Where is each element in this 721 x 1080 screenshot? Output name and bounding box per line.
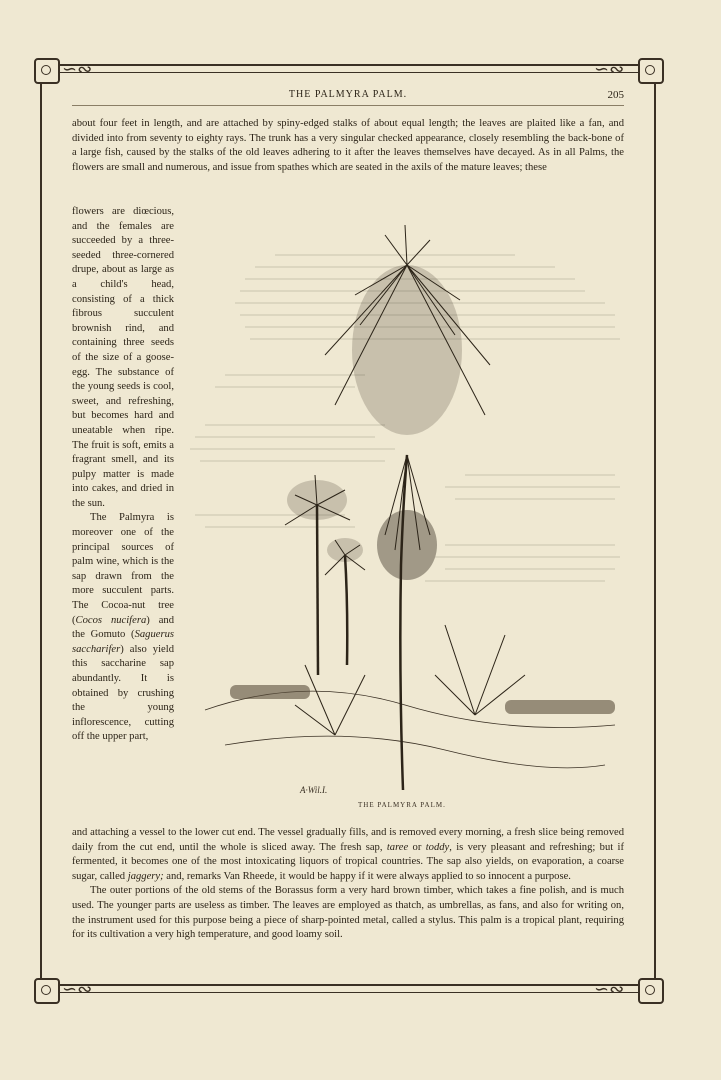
narrow-paragraph-2	[72, 511, 174, 745]
flourish-ornament: ∽∾	[594, 59, 625, 79]
paragraph-bottom	[72, 826, 624, 943]
text-run: and attaching a vessel to the lower cut end. The vessel gradually fills, and is removed every morning, a fresh slice being removed daily from the cut end, until the whole is sliced away. The fresh sap,	[72, 827, 624, 853]
text-run: ) also yield this saccharine sap abundantly. It is obtained by crushing the young inflorescence, cutting off the upper part,	[72, 643, 174, 743]
text-run: ) and the Gomuto (	[72, 614, 174, 641]
corner-ornament-top-right	[638, 58, 664, 84]
paragraph-top: about four feet in length, and are attached by spiny-edged stalks of about equal length; the leaves are plaited like a fan, and divided into from seventy to eighty rays. The trunk has a very singular checked appearance, closely resembling the back-bone of a large fish, caused by the stalks of the old leaves adhering to it after the leaves themselves have decayed. As in all Palms, the flowers are small and numerous, and issue from spathes which are seated in the axils of the mature leaves; these	[72, 118, 624, 173]
running-title: THE PALMYRA PALM.	[288, 89, 408, 100]
text-run: The Palmyra is moreover one of the principal sources of palm wine, which is the sap drawn from the more succulent parts. The Cocoa-nut tree (	[72, 512, 174, 626]
running-head	[72, 89, 624, 103]
engraver-signature: A·Wil.I.	[300, 785, 328, 795]
paragraph-timber: The outer portions of the old stems of the Borassus form a very hard brown timber, which takes a fine polish, and is much used. The younger parts are useless as timber. The leaves are employed as thatch, as umbrellas, as fans, and also for writing on, the instrument used for this purpose being a piece of sharp-pointed metal, called a stylus. This palm is a tropical plant, requiring for its cultivation a very high temperature, and good loamy soil.	[72, 885, 624, 941]
text-run: and, remarks Van Rheede, it would be happy if it were always applied to so innocent a purpose.	[163, 870, 571, 882]
narrow-paragraph-1: flowers are diœcious, and the females are succeeded by a three-seeded three-cornered drupe, about as large as a child's head, consisting of a thick fibrous succulent brownish rind, and containing three seeds of the size of a goose-egg. The substance of the young seeds is cool, sweet, and refreshing, but becomes hard and uneatable when ripe. The fruit is soft, emits a fragrant smell, and its pulpy matter is made into cakes, and dried in the sun.	[72, 206, 174, 509]
italic-term: Cocos nucifera	[75, 614, 147, 626]
italic-term: Saguerus saccharifer	[72, 629, 174, 655]
flourish-ornament: ∽∾	[594, 979, 625, 999]
paragraph-continuation	[72, 826, 624, 884]
top-border-rule	[40, 64, 654, 73]
page-number: 205	[607, 89, 624, 101]
corner-ornament-bottom-left	[34, 978, 60, 1004]
text-run: or	[408, 841, 426, 853]
figure-caption: THE PALMYRA PALM.	[358, 801, 446, 809]
header-rule	[72, 105, 624, 106]
italic-term: jaggery;	[127, 870, 164, 882]
palmyra-palm-engraving	[185, 205, 625, 795]
italic-term: taree	[386, 841, 409, 853]
text-run: , is very pleasant and refreshing; but if fermented, it becomes one of the most intoxicating liquors of tropical countries. The sap also yields, on evaporation, a coarse sugar, called	[72, 841, 625, 882]
italic-term: toddy	[425, 841, 450, 853]
bottom-border-rule	[40, 984, 654, 993]
corner-ornament-top-left	[34, 58, 60, 84]
flourish-ornament: ∽∾	[62, 59, 93, 79]
narrow-column	[72, 205, 174, 745]
flourish-ornament: ∽∾	[62, 979, 93, 999]
corner-ornament-bottom-right	[638, 978, 664, 1004]
